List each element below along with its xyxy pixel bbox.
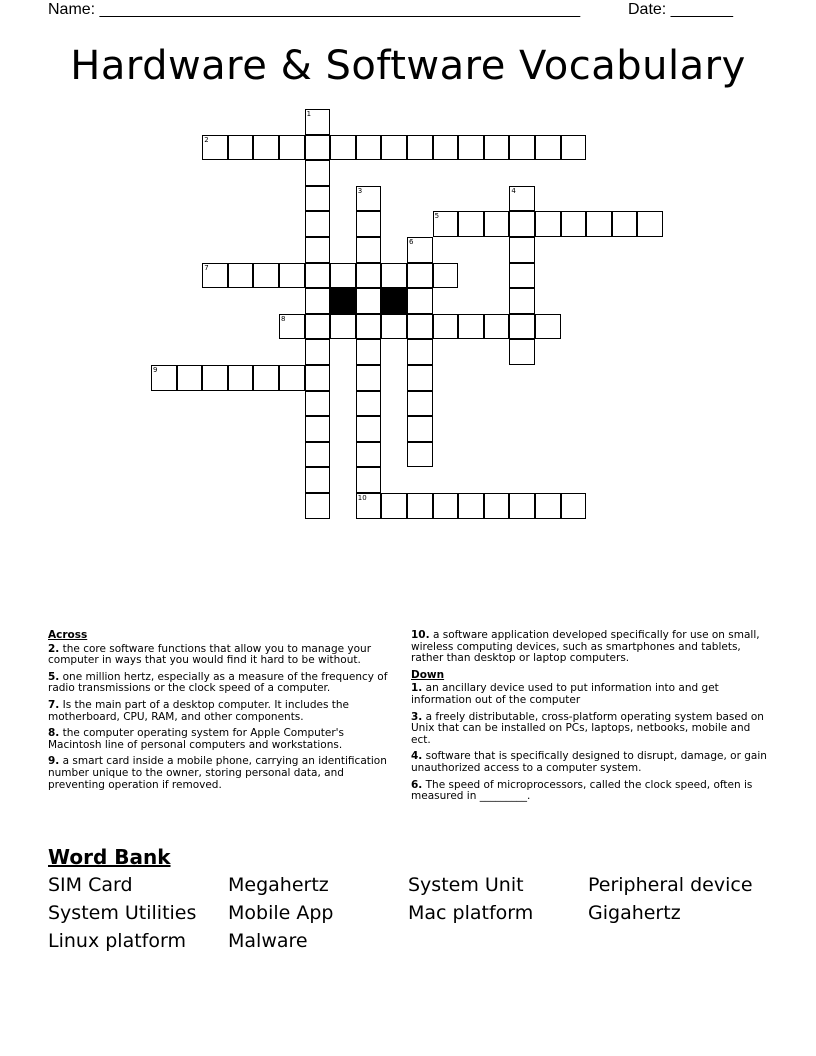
clue-number: 1 [306, 110, 312, 118]
grid-cell[interactable] [433, 211, 459, 237]
clue [48, 644, 390, 667]
grid-cell[interactable] [305, 237, 331, 263]
grid-cell[interactable] [407, 416, 433, 442]
grid-cell[interactable] [407, 442, 433, 468]
clue-number: 8. [48, 727, 60, 740]
grid-cell[interactable] [305, 314, 331, 340]
grid-cell[interactable] [509, 314, 535, 340]
grid-cell[interactable] [407, 365, 433, 391]
clues-left-column [48, 630, 390, 796]
word-bank-item: Peripheral device [588, 874, 753, 896]
clue-text: the core software functions that allow you to manage your computer in ways that you would find it hard to be without. [48, 642, 372, 667]
grid-cell[interactable] [484, 314, 510, 340]
date-field: Date: _______ [628, 1, 733, 18]
grid-cell[interactable] [561, 135, 587, 161]
word-bank [48, 872, 788, 954]
grid-cell[interactable] [253, 135, 279, 161]
clue-text: the computer operating system for Apple Computer's Macintosh line of personal computers and workstations. [48, 727, 345, 751]
grid-cell[interactable] [356, 442, 382, 468]
grid-cell[interactable] [509, 493, 535, 519]
clue-number: 4 [511, 186, 516, 195]
clue-number: 6 [409, 238, 414, 246]
clue-number: 3 [357, 186, 363, 195]
black-cell [330, 288, 356, 314]
clue [48, 728, 390, 751]
page-title: Hardware & Software Vocabulary [70, 43, 746, 89]
grid-cell[interactable] [433, 493, 459, 519]
clue-number: 2 [204, 135, 209, 144]
grid-cell[interactable] [381, 314, 407, 340]
grid-cell[interactable] [458, 493, 484, 519]
grid-cell[interactable] [561, 493, 587, 519]
grid-cell[interactable] [433, 135, 459, 161]
clue [411, 683, 767, 706]
grid-cell[interactable] [305, 391, 331, 417]
clue-text: a software application developed specifically for use on small, wireless computing devices, such as smartphones and tablets, rather than desktop or laptop computers. [411, 629, 760, 665]
grid-cell[interactable] [356, 391, 382, 417]
grid-cell[interactable] [637, 211, 663, 237]
grid-cell[interactable] [433, 263, 459, 289]
grid-cell[interactable] [407, 339, 433, 365]
grid-cell[interactable] [330, 135, 356, 161]
grid-cell[interactable] [535, 211, 561, 237]
grid-cell[interactable] [151, 365, 177, 391]
clue-number: 7. [48, 698, 60, 711]
grid-cell[interactable] [177, 365, 203, 391]
grid-cell[interactable] [202, 263, 228, 289]
across-clue-list-continued [411, 630, 767, 665]
grid-cell[interactable] [356, 416, 382, 442]
grid-cell[interactable] [484, 493, 510, 519]
clue-number: 5. [48, 670, 60, 683]
grid-cell[interactable] [228, 365, 254, 391]
clue [48, 700, 390, 723]
grid-cell[interactable] [407, 237, 433, 263]
clue-text: software that is specifically designed to disrupt, damage, or gain unauthorized access to a computer system. [411, 750, 767, 774]
grid-cell[interactable] [279, 263, 305, 289]
grid-cell[interactable] [279, 135, 305, 161]
grid-cell[interactable] [305, 288, 331, 314]
grid-cell[interactable] [509, 263, 535, 289]
clue-text: The speed of microprocessors, called the clock speed, often is measured in _________. [411, 778, 753, 803]
grid-cell[interactable] [356, 365, 382, 391]
grid-cell[interactable] [458, 135, 484, 161]
clue-number: 9 [153, 366, 158, 374]
grid-cell[interactable] [356, 467, 382, 493]
clue-number: 10 [357, 494, 367, 502]
clue [411, 780, 767, 803]
grid-cell[interactable] [253, 365, 279, 391]
grid-cell[interactable] [509, 339, 535, 365]
grid-cell[interactable] [305, 160, 331, 186]
clue-text: Is the main part of a desktop computer. It includes the motherboard, CPU, RAM, and other components. [48, 698, 349, 723]
down-clue-list [411, 683, 767, 802]
down-heading: Down [411, 668, 445, 681]
grid-cell[interactable] [407, 288, 433, 314]
grid-cell[interactable] [305, 416, 331, 442]
grid-cell[interactable] [433, 314, 459, 340]
clue [48, 756, 390, 791]
black-cell [381, 288, 407, 314]
clue-text: a smart card inside a mobile phone, carrying an identification number unique to the owner, storing personal data, and preventing operation if removed. [48, 755, 387, 791]
grid-cell[interactable] [535, 493, 561, 519]
grid-cell[interactable] [509, 135, 535, 161]
across-heading: Across [48, 629, 88, 641]
grid-cell[interactable] [356, 211, 382, 237]
word-bank-item: System Unit [408, 874, 524, 896]
word-bank-item: Mobile App [228, 902, 334, 924]
word-bank-item: Linux platform [48, 930, 186, 952]
grid-cell[interactable] [381, 493, 407, 519]
clue [411, 630, 767, 665]
clue-number: 4. [411, 750, 423, 763]
grid-cell[interactable] [202, 135, 228, 161]
grid-cell[interactable] [407, 391, 433, 417]
grid-cell[interactable] [279, 314, 305, 340]
grid-cell[interactable] [305, 109, 331, 135]
clue-number: 6. [411, 778, 423, 791]
grid-cell[interactable] [407, 135, 433, 161]
grid-cell[interactable] [356, 263, 382, 289]
word-bank-item: Mac platform [408, 902, 534, 924]
grid-cell[interactable] [305, 186, 331, 212]
clue-number: 1. [411, 682, 423, 695]
grid-cell[interactable] [253, 263, 279, 289]
clue-number: 10. [411, 629, 430, 641]
grid-cell[interactable] [356, 314, 382, 340]
grid-cell[interactable] [535, 314, 561, 340]
clue-number: 9. [48, 755, 60, 768]
grid-cell[interactable] [509, 211, 535, 237]
grid-cell[interactable] [330, 314, 356, 340]
grid-cell[interactable] [356, 339, 382, 365]
grid-cell[interactable] [356, 186, 382, 212]
grid-cell[interactable] [356, 288, 382, 314]
grid-cell[interactable] [202, 365, 228, 391]
grid-cell[interactable] [305, 135, 331, 161]
clue-number: 5 [434, 212, 440, 221]
grid-cell[interactable] [228, 135, 254, 161]
word-bank-item: System Utilities [48, 902, 197, 924]
grid-cell[interactable] [509, 288, 535, 314]
grid-cell[interactable] [305, 442, 331, 468]
grid-cell[interactable] [305, 493, 331, 519]
word-bank-item: SIM Card [48, 874, 133, 896]
grid-cell[interactable] [407, 263, 433, 289]
clue-number: 8 [281, 314, 286, 323]
grid-cell[interactable] [305, 467, 331, 493]
grid-cell[interactable] [356, 493, 382, 519]
grid-cell[interactable] [458, 211, 484, 237]
clue [48, 672, 390, 695]
grid-cell[interactable] [612, 211, 638, 237]
grid-cell[interactable] [356, 237, 382, 263]
clue-number: 7 [204, 263, 209, 272]
word-bank-item: Megahertz [228, 874, 329, 896]
clue-text: one million hertz, especially as a measure of the frequency of radio transmissions or the clock speed of a computer. [48, 670, 388, 695]
clue-number: 3. [411, 710, 423, 723]
grid-cell[interactable] [484, 135, 510, 161]
word-bank-item: Malware [228, 930, 308, 952]
name-field: Name: ______________________________________________________ [48, 1, 581, 18]
grid-cell[interactable] [381, 263, 407, 289]
word-bank-item: Gigahertz [588, 902, 681, 924]
grid-cell[interactable] [458, 314, 484, 340]
grid-cell[interactable] [305, 339, 331, 365]
clue [411, 712, 767, 747]
grid-cell[interactable] [228, 263, 254, 289]
grid-cell[interactable] [484, 211, 510, 237]
grid-cell[interactable] [561, 211, 587, 237]
across-clue-list [48, 644, 390, 792]
grid-cell[interactable] [407, 314, 433, 340]
grid-cell[interactable] [330, 263, 356, 289]
grid-cell[interactable] [305, 211, 331, 237]
clues-right-column [411, 630, 767, 808]
grid-cell[interactable] [586, 211, 612, 237]
grid-cell[interactable] [279, 365, 305, 391]
clue-number: 2. [48, 642, 60, 655]
grid-cell[interactable] [535, 135, 561, 161]
grid-cell[interactable] [407, 493, 433, 519]
clue-text: an ancillary device used to put information into and get information out of the computer [411, 682, 719, 706]
clue [411, 751, 767, 774]
grid-cell[interactable] [305, 365, 331, 391]
grid-cell[interactable] [381, 135, 407, 161]
grid-cell[interactable] [356, 135, 382, 161]
word-bank-title: Word Bank [48, 845, 171, 869]
clue-text: a freely distributable, cross-platform operating system based on Unix that can be installed on PCs, laptops, netbooks, mobile and ect. [411, 710, 764, 746]
grid-cell[interactable] [509, 237, 535, 263]
grid-cell[interactable] [509, 186, 535, 212]
grid-cell[interactable] [305, 263, 331, 289]
